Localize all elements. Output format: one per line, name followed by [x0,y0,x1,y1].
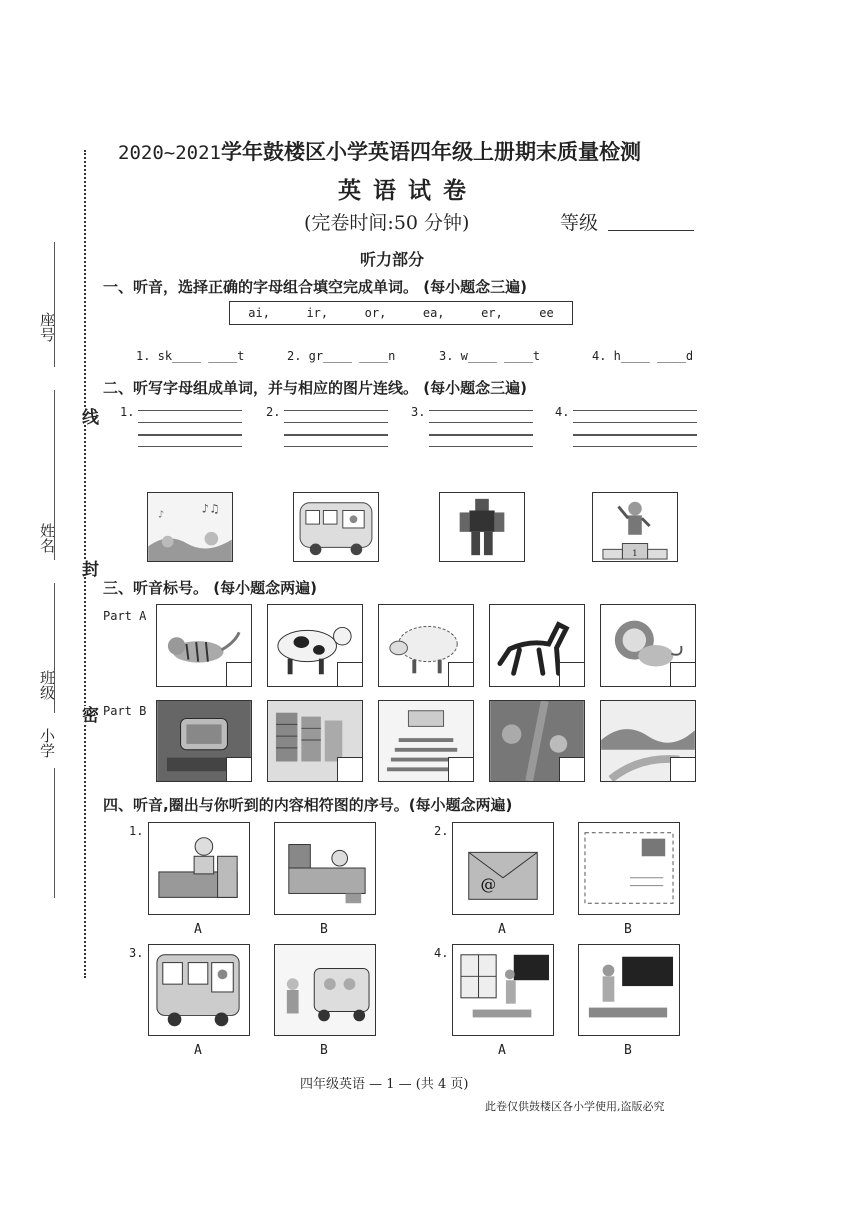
answer-box-garden-animals[interactable] [559,757,584,781]
word-blank-4[interactable]: 4. h____ ____d [592,349,694,363]
exam-time: (完卷时间:50 分钟) [304,212,470,234]
svg-text:♪: ♪ [157,509,165,521]
letter-choices-box [229,301,573,325]
exam-subtitle: 英 语 试 卷 [338,177,469,204]
picture-classroom[interactable] [378,700,474,782]
picture-postcard[interactable] [578,822,680,915]
picture-boy-asleep-bed[interactable] [274,822,376,915]
picture-horse[interactable] [489,604,585,687]
write-lines-1[interactable] [138,410,242,448]
seal-mi-mark: 密 [76,706,101,723]
write-num-2: 2. [266,405,281,419]
postcard-icon [579,823,679,914]
robot-icon [440,493,524,561]
answer-box-computer-room[interactable] [226,757,251,781]
choice-ea: ea, [422,306,445,320]
write-lines-4[interactable] [573,410,697,448]
seal-line-mark: 线 [76,408,101,425]
email-icon [453,823,553,914]
part-b-label: Part B [103,704,147,718]
school-label: 小学 [38,728,56,758]
exam-title [118,136,641,166]
class-label: 班级 [38,670,56,700]
name-blank [54,390,55,560]
picture-winner-podium[interactable] [592,492,678,562]
answer-box-tiger[interactable] [226,662,251,686]
section1-heading: 一、听音，选择正确的字母组合填空完成单词。 (每小题念三遍) [103,278,527,296]
picture-lion[interactable] [600,604,696,687]
seat-label: 座号 [38,312,56,342]
picture-garden-music[interactable] [147,492,233,562]
listening-part-title: 听力部分 [360,250,425,269]
garden-icon [148,493,232,561]
answer-box-library[interactable] [337,757,362,781]
q1-option-a[interactable]: A [194,922,202,937]
picture-email[interactable] [452,822,554,915]
answer-box-classroom[interactable] [448,757,473,781]
sleeping-bed-icon [275,823,375,914]
bus-icon [294,493,378,561]
seal-feng-mark: 封 [76,560,101,577]
answer-box-sheep[interactable] [448,662,473,686]
picture-garden-animals[interactable] [489,700,585,782]
q4-option-a[interactable]: A [498,1043,506,1058]
q3-option-b[interactable]: B [320,1043,328,1058]
picture-sheep[interactable] [378,604,474,687]
picture-school-bus-kids[interactable] [274,944,376,1036]
picture-bus[interactable] [293,492,379,562]
svg-text:♪♫: ♪♫ [201,501,220,516]
page-footer: 四年级英语 — 1 — (共 4 页) [300,1077,469,1092]
school-bus-icon [275,945,375,1035]
exam-title-text: 学年鼓楼区小学英语四年级上册期末质量检测 [220,139,641,164]
svg-text:1: 1 [632,549,638,560]
svg-text:@: @ [480,874,497,894]
class-blank [54,583,55,713]
picture-bus-driver[interactable] [148,944,250,1036]
blackboard-classroom-icon [579,945,679,1035]
write-num-1: 1. [120,405,135,419]
choice-ir: ir, [306,306,329,320]
bed-icon [149,823,249,914]
write-lines-3[interactable] [429,410,533,448]
copyright-note: 此卷仅供鼓楼区各小学使用,盗版必究 [485,1100,665,1113]
picture-girl-window[interactable] [452,944,554,1036]
q4-num-1: 1. [129,824,144,838]
section4-heading: 四、听音,圈出与你听到的内容相符图的序号。(每小题念两遍) [103,796,513,814]
picture-cow[interactable] [267,604,363,687]
word-blank-3[interactable]: 3. w____ ____t [439,349,541,363]
section2-heading: 二、听写字母组成单词，并与相应的图片连线。 (每小题念三遍) [103,379,527,397]
bus-driver-icon [149,945,249,1035]
name-label: 姓名 [38,523,56,553]
q3-option-a[interactable]: A [194,1043,202,1058]
q4-num-2: 2. [434,824,449,838]
podium-icon [593,493,677,561]
q2-option-b[interactable]: B [624,922,632,937]
picture-computer-room[interactable] [156,700,252,782]
grade-label: 等级 [560,212,599,234]
picture-girl-blackboard[interactable] [578,944,680,1036]
picture-library[interactable] [267,700,363,782]
write-num-3: 3. [411,405,426,419]
word-blank-1[interactable]: 1. sk____ ____t [136,349,245,363]
write-lines-2[interactable] [284,410,388,448]
picture-boy-awake-bed[interactable] [148,822,250,915]
section3-heading: 三、听音标号。 (每小题念两遍) [103,579,317,597]
grade-blank[interactable] [608,230,694,231]
write-num-4: 4. [555,405,570,419]
choice-or: or, [364,306,387,320]
window-classroom-icon [453,945,553,1035]
school-blank [54,768,55,898]
choice-ee: ee [539,306,554,320]
q4-option-b[interactable]: B [624,1043,632,1058]
q1-option-b[interactable]: B [320,922,328,937]
word-blank-2[interactable]: 2. gr____ ____n [287,349,396,363]
choice-ai: ai, [248,306,270,320]
part-a-label: Part A [103,609,147,623]
answer-box-park[interactable] [670,757,695,781]
picture-robot[interactable] [439,492,525,562]
q4-num-4: 4. [434,946,449,960]
picture-park[interactable] [600,700,696,782]
answer-box-horse[interactable] [559,662,584,686]
q4-num-3: 3. [129,946,144,960]
answer-box-cow[interactable] [337,662,362,686]
choice-er: er, [481,306,503,320]
q2-option-a[interactable]: A [498,922,506,937]
answer-box-lion[interactable] [670,662,695,686]
picture-tiger[interactable] [156,604,252,687]
seat-blank [54,242,55,367]
exam-year: 2020~2021 [118,142,221,164]
